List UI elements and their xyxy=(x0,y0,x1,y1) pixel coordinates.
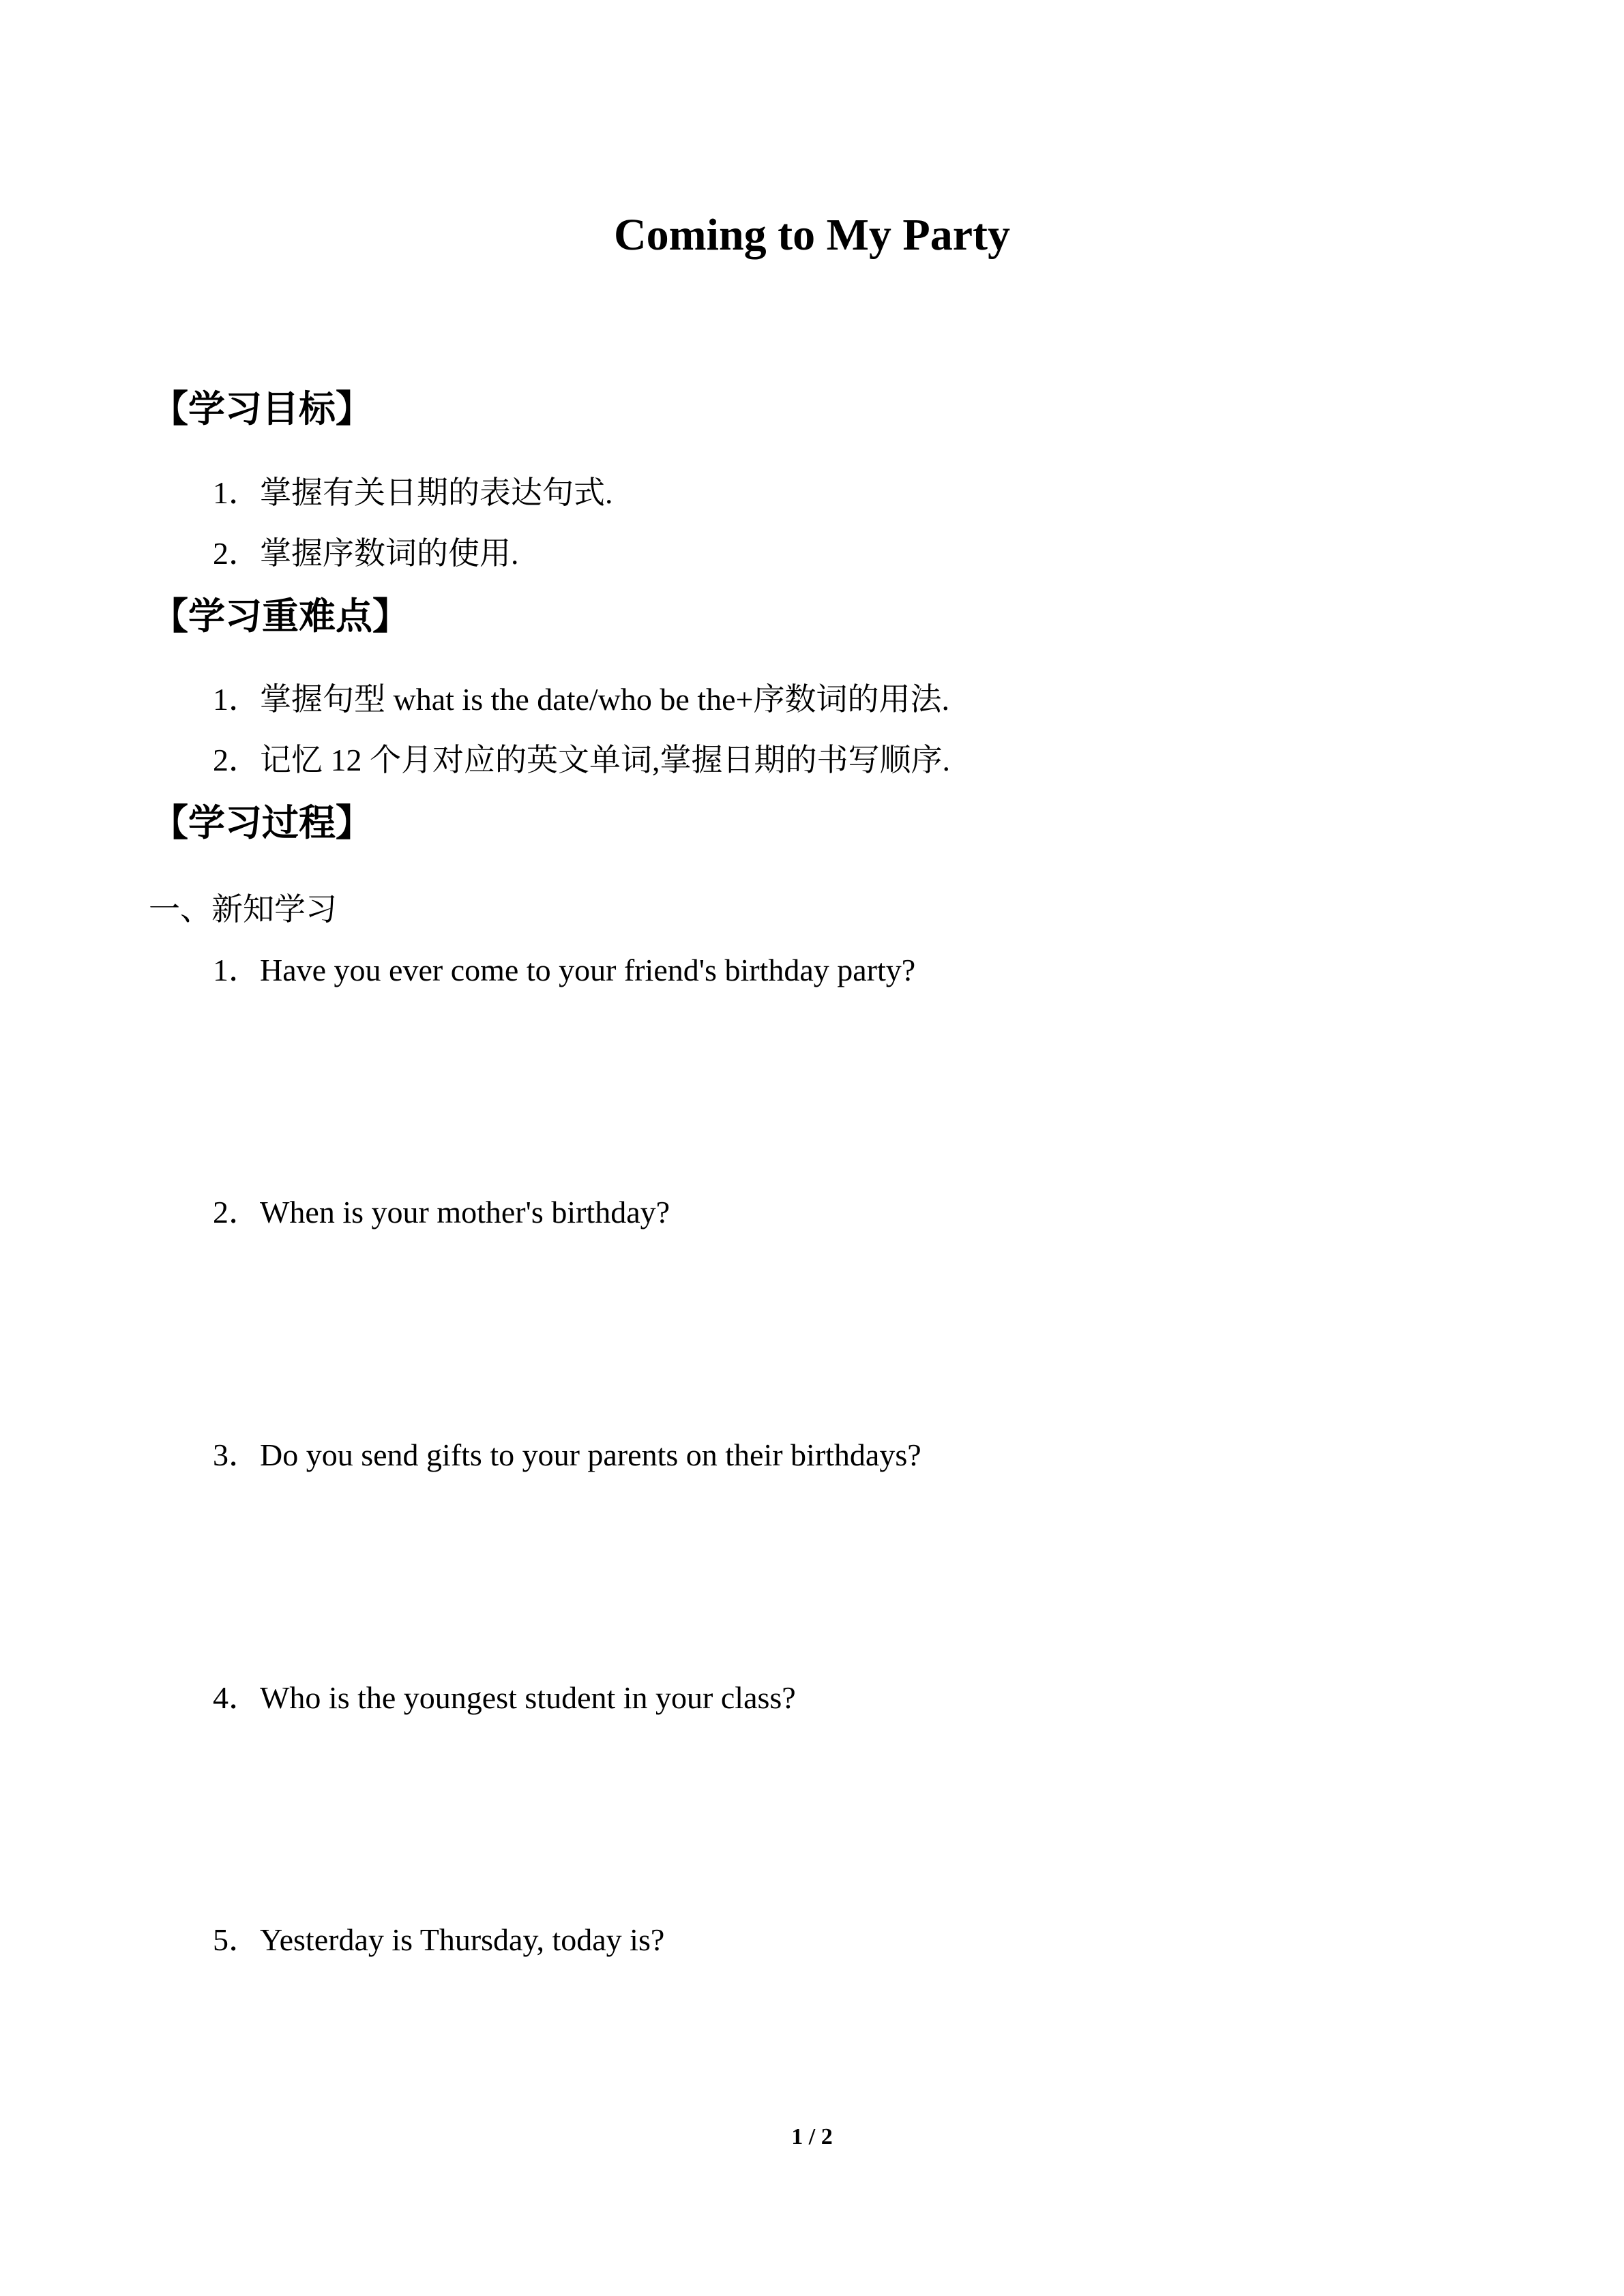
section-heading-key-points: 【学习重难点】 xyxy=(151,595,409,638)
question-item-1 xyxy=(213,950,915,991)
key-point-item-1 xyxy=(213,679,949,720)
subsection-new-knowledge: 一、新知学习 xyxy=(149,891,337,927)
item-text: Do you send gifts to your parents on their birthdays? xyxy=(260,1437,921,1472)
question-item-5 xyxy=(213,1920,664,1960)
question-item-2 xyxy=(213,1192,670,1233)
item-number: 2． xyxy=(213,1195,260,1229)
item-text: 掌握有关日期的表达句式. xyxy=(260,475,613,510)
item-text: Yesterday is Thursday, today is? xyxy=(260,1922,665,1957)
section-heading-process: 【学习过程】 xyxy=(151,801,372,844)
section-heading-objectives: 【学习目标】 xyxy=(151,387,372,430)
item-number: 2． xyxy=(213,743,260,777)
item-text: 掌握句型 what is the date/who be the+序数词的用法. xyxy=(260,682,949,717)
question-item-3 xyxy=(213,1435,921,1476)
item-number: 1． xyxy=(213,475,260,510)
item-text: Have you ever come to your friend's birthday party? xyxy=(260,953,916,987)
item-number: 5． xyxy=(213,1922,260,1957)
objective-item-2 xyxy=(213,533,519,574)
question-item-4 xyxy=(213,1678,796,1718)
item-text: When is your mother's birthday? xyxy=(260,1195,670,1229)
item-number: 2． xyxy=(213,536,260,571)
item-number: 3． xyxy=(213,1437,260,1472)
objective-item-1 xyxy=(213,473,613,513)
item-number: 1． xyxy=(213,953,260,987)
key-point-item-2 xyxy=(213,740,950,781)
document-title: Coming to My Party xyxy=(613,210,1011,260)
item-number: 4． xyxy=(213,1680,260,1715)
item-text: Who is the youngest student in your class? xyxy=(260,1680,796,1715)
item-text: 记忆 12 个月对应的英文单词,掌握日期的书写顺序. xyxy=(260,743,950,777)
item-text: 掌握序数词的使用. xyxy=(260,536,519,571)
item-number: 1． xyxy=(213,682,260,717)
page-number: 1 / 2 xyxy=(791,2124,833,2149)
